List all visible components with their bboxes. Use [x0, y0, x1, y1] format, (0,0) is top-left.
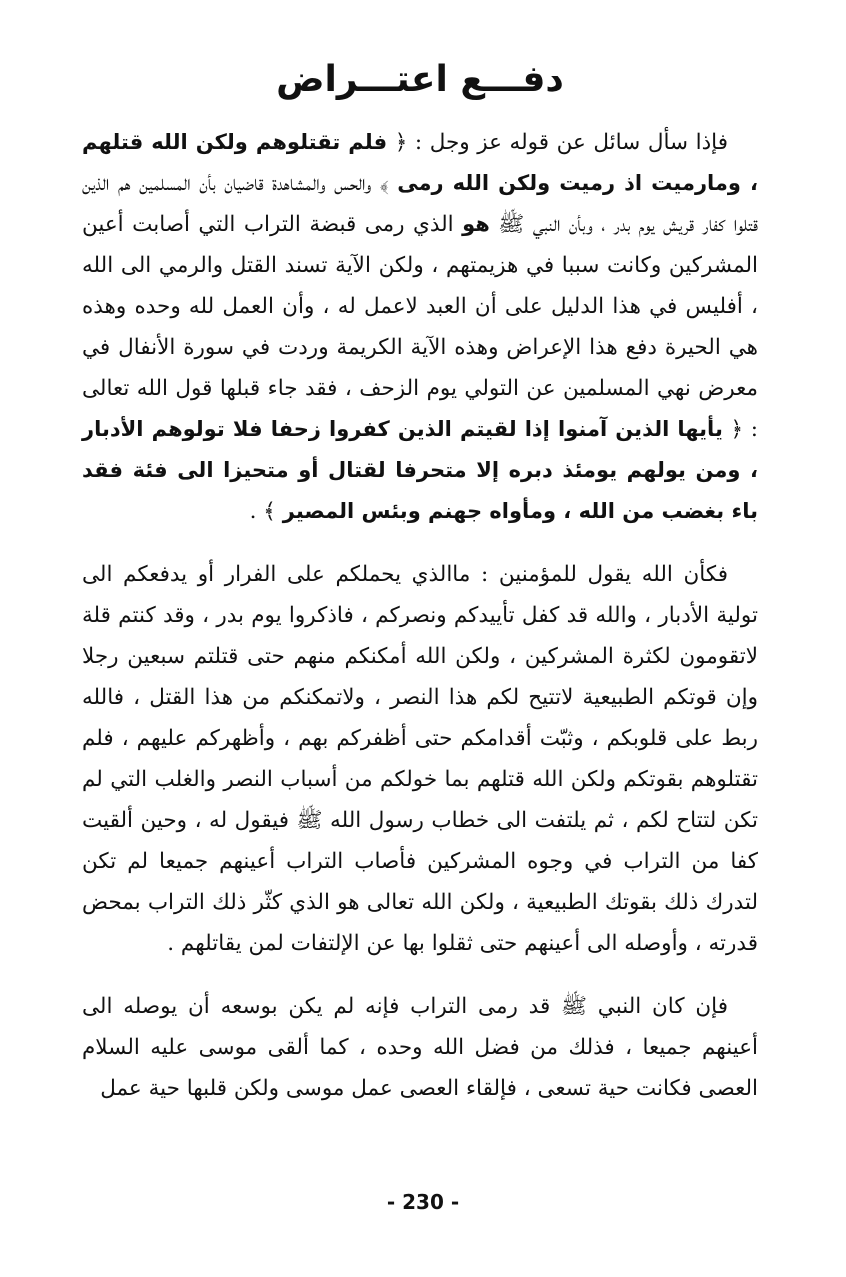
- quran-verse: فلم تقتلوهم ولكن الله قتلهم ، ومارميت اذ رميت ولكن الله رمى: [82, 130, 759, 195]
- page-number: - 230 -: [386, 1190, 460, 1214]
- page-title: دفـــع اعتـــراض: [276, 59, 564, 100]
- paragraph-objection: [82, 122, 758, 532]
- text-segment: فإذا سأل سائل عن قوله عز وجل : ﴿: [387, 130, 728, 155]
- text-segment: الذي رمى قبضة التراب التي أصابت أعين المشركين وكانت سببا في هزيمتهم ، ولكن الآية تسند القتل والرمي الى الله ، أفليس في هذا الدليل على أن العبد لاعمل له ، وأن العمل لله وحده وهذه هي الحيرة دفع هذا الإعراض وهذه الآية الكريمة وردت في سورة الأنفال في معرض نهي المسلمين عن التولي يوم الزحف ، فقد جاء قبلها قول الله تعالى : ﴿: [82, 212, 758, 442]
- text-segment: ﴾ والحس والمشاهدة قاضيان بأن المسلمين هم الذين قتلوا كفار قريش يوم بدر ، وبأن النبي ﷺ: [82, 171, 758, 237]
- paragraph-continuation: فإن كان النبي ﷺ قد رمى التراب فإنه لم يكن بوسعه أن يوصله الى أعينهم جميعا ، فذلك من فضل الله وحده ، كما ألقى موسى عليه السلام العصى فكانت حية تسعى ، فإلقاء العصى عمل موسى ولكن قلبها حية عمل: [82, 994, 758, 1101]
- text-segment: ﴾ .: [249, 499, 283, 524]
- emphasis-word: هو: [462, 212, 490, 236]
- paragraph-explanation: فكأن الله يقول للمؤمنين : ماالذي يحملكم على الفرار أو يدفعكم الى تولية الأدبار ، والله قد كفل تأييدكم ونصركم ، فاذكروا يوم بدر ، وقد كنتم قلة لاتقومون لكثرة المشركين ، ولكن الله أمكنكم منهم حتى قتلتم سبعين رجلا وإن قوتكم الطبيعية لاتتيح لكم هذا النصر ، ولاتمكنكم من هذا القتل ، فالله ربط على قلوبكم ، وثبّت أقدامكم حتى أظفركم بهم ، وأظهركم عليهم ، فلم تقتلوهم بقوتكم ولكن الله قتلهم بما خولكم من أسباب النصر والغلب التي لم تكن لتتاح لكم ، ثم يلتفت الى خطاب رسول الله ﷺ فيقول له ، وحين ألقيت كفا من التراب في وجوه المشركين فأصاب التراب أعينهم جميعا لم تكن لتدرك ذلك بقوتك الطبيعية ، ولكن الله تعالى هو الذي كثّر ذلك التراب بمحض قدرته ، وأوصله الى أعينهم حتى ثقلوا بها عن الإلتفات لمن يقاتلهم .: [82, 562, 758, 956]
- quran-verse: يأيها الذين آمنوا إذا لقيتم الذين كفروا زحفا فلا تولوهم الأدبار ، ومن يولهم يومئذ دبره إلا متحرفا لقتال أو متحيزا الى فئة فقد باء بغضب من الله ، ومأواه جهنم وبئس المصير: [82, 417, 758, 523]
- book-page: [82, 50, 758, 1250]
